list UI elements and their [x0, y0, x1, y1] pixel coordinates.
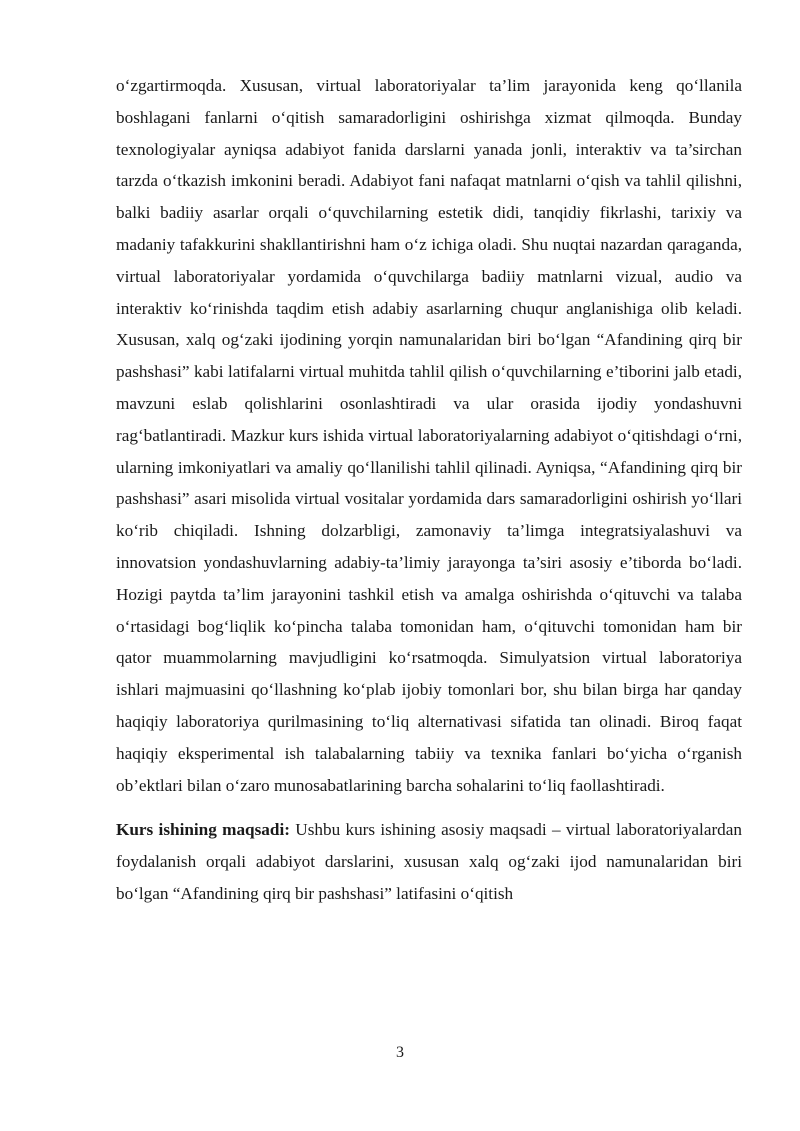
paragraph-goal	[116, 814, 742, 909]
paragraph-intro: o‘zgartirmoqda. Xususan, virtual laboratoriyalar ta’lim jarayonida keng qo‘llanila boshlagani fanlarni o‘qitish samaradorligini oshirishga xizmat qilmoqda. Bunday texnologiyalar ayniqsa adabiyot fanida darslarni yanada jonli, interaktiv va ta’sirchan tarzda o‘tkazish imkonini beradi. Adabiyot fani nafaqat matnlarni o‘qish va tahlil qilishni, balki badiiy asarlar orqali o‘quvchilarning estetik didi, tanqidiy fikrlashi, tarixiy va madaniy tafakkurini shakllantirishni ham o‘z ichiga oladi. Shu nuqtai nazardan qaraganda, virtual laboratoriyalar yordamida o‘quvchilarga badiiy matnlarni vizual, audio va interaktiv ko‘rinishda taqdim etish adabiy asarlarning chuqur anglanishiga olib keladi. Xususan, xalq og‘zaki ijodining yorqin namunalaridan biri bo‘lgan “Afandining qirq bir pashshasi” kabi latifalarni virtual muhitda tahlil qilish o‘quvchilarning e’tiborini jalb etadi, mavzuni eslab qolishlarini osonlashtiradi va ular orasida ijodiy yondashuvni rag‘batlantiradi. Mazkur kurs ishida virtual laboratoriyalarning adabiyot o‘qitishdagi o‘rni, ularning imkoniyatlari va amaliy qo‘llanilishi tahlil qilinadi. Ayniqsa, “Afandining qirq bir pashshasi” asari misolida virtual vositalar yordamida dars samaradorligini oshirish yo‘llari ko‘rib chiqiladi. Ishning dolzarbligi, zamonaviy ta’limga integratsiyalashuvi va innovatsion yondashuvlarning adabiy-ta’limiy jarayonga ta’siri asosiy e’tiborda bo‘ladi. Hozigi paytda ta’lim jarayonini tashkil etish va amalga oshirishda o‘qituvchi va talaba o‘rtasidagi bog‘liqlik ko‘pincha talaba tomonidan ham, o‘qituvchi tomonidan ham bir qator muammolarning mavjudligini ko‘rsatmoqda. Simulyatsion virtual laboratoriya ishlari majmuasini qo‘llashning ko‘plab ijobiy tomonlari bor, shu bilan birga har qanday haqiqiy laboratoriya qurilmasining to‘liq alternativasi sifatida tan olinadi. Biroq faqat haqiqiy eksperimental ish talabalarning tabiiy va texnika fanlari bo‘yicha o‘rganish ob’ektlari bilan o‘zaro munosabatlarining barcha sohalarini to‘liq faollashtiradi.	[116, 76, 742, 795]
page-number: 3	[396, 1044, 404, 1061]
goal-text: Ushbu kurs ishining asosiy maqsadi – virtual laboratoriyalardan foydalanish orqali adabiyot darslarini, xususan xalq og‘zaki ijod namunalaridan biri bo‘lgan “Afandining qirq bir pashshasi” latifasini o‘qitish	[116, 820, 742, 903]
goal-heading: Kurs ishining maqsadi:	[116, 820, 290, 840]
body-text	[116, 70, 742, 910]
